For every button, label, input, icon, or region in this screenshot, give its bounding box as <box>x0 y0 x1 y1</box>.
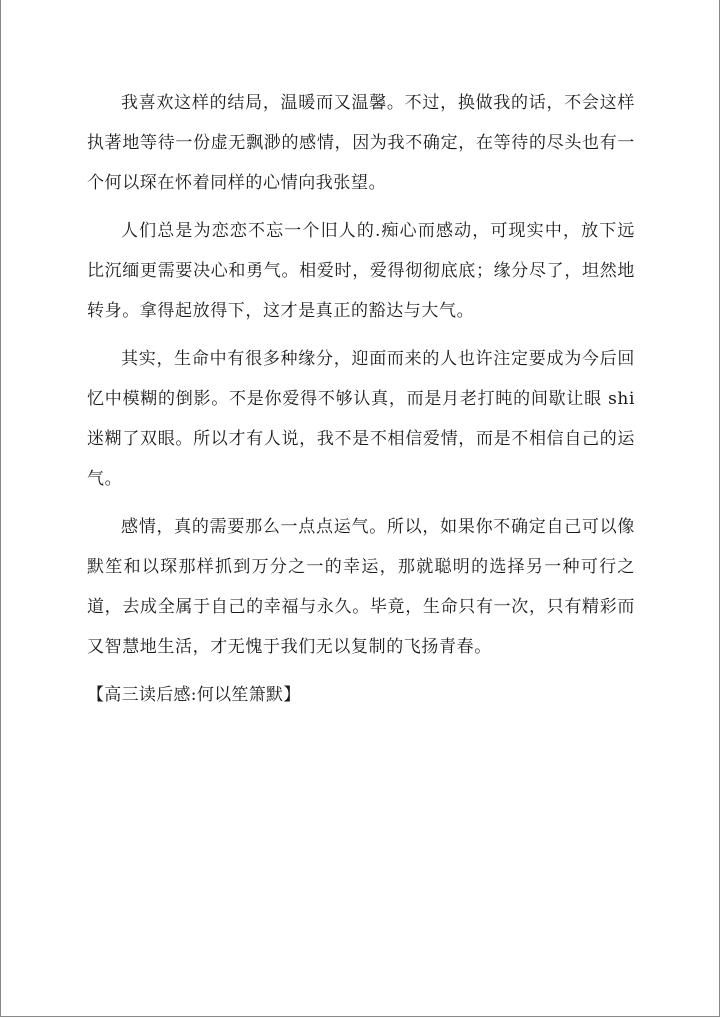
body-paragraph: 其实，生命中有很多种缘分，迎面而来的人也许注定要成为今后回忆中模糊的倒影。不是你爱得不够认真，而是月老打盹的间歇让眼 shi 迷糊了双眼。所以才有人说，我不是不相信爱情，而是不相信自己的运气。 <box>87 349 635 489</box>
body-paragraph: 我喜欢这样的结局，温暖而又温馨。不过，换做我的话，不会这样执著地等待一份虚无飘渺的感情，因为我不确定，在等待的尽头也有一个何以琛在怀着同样的心情向我张望。 <box>87 93 635 193</box>
document-body <box>87 83 635 715</box>
body-paragraph: 感情，真的需要那么一点点运气。所以，如果你不确定自己可以像默笙和以琛那样抓到万分之一的幸运，那就聪明的选择另一种可行之道，去成全属于自己的幸福与永久。毕竟，生命只有一次，只有精彩而又智慧地生活，才无愧于我们无以复制的飞扬青春。 <box>87 517 635 657</box>
body-paragraph: 人们总是为恋恋不忘一个旧人的.痴心而感动，可现实中，放下远比沉缅更需要决心和勇气。相爱时，爱得彻彻底底；缘分尽了，坦然地转身。拿得起放得下，这才是真正的豁达与大气。 <box>87 221 635 321</box>
section-heading: 【高三读后感:何以笙箫默】 <box>87 685 301 705</box>
